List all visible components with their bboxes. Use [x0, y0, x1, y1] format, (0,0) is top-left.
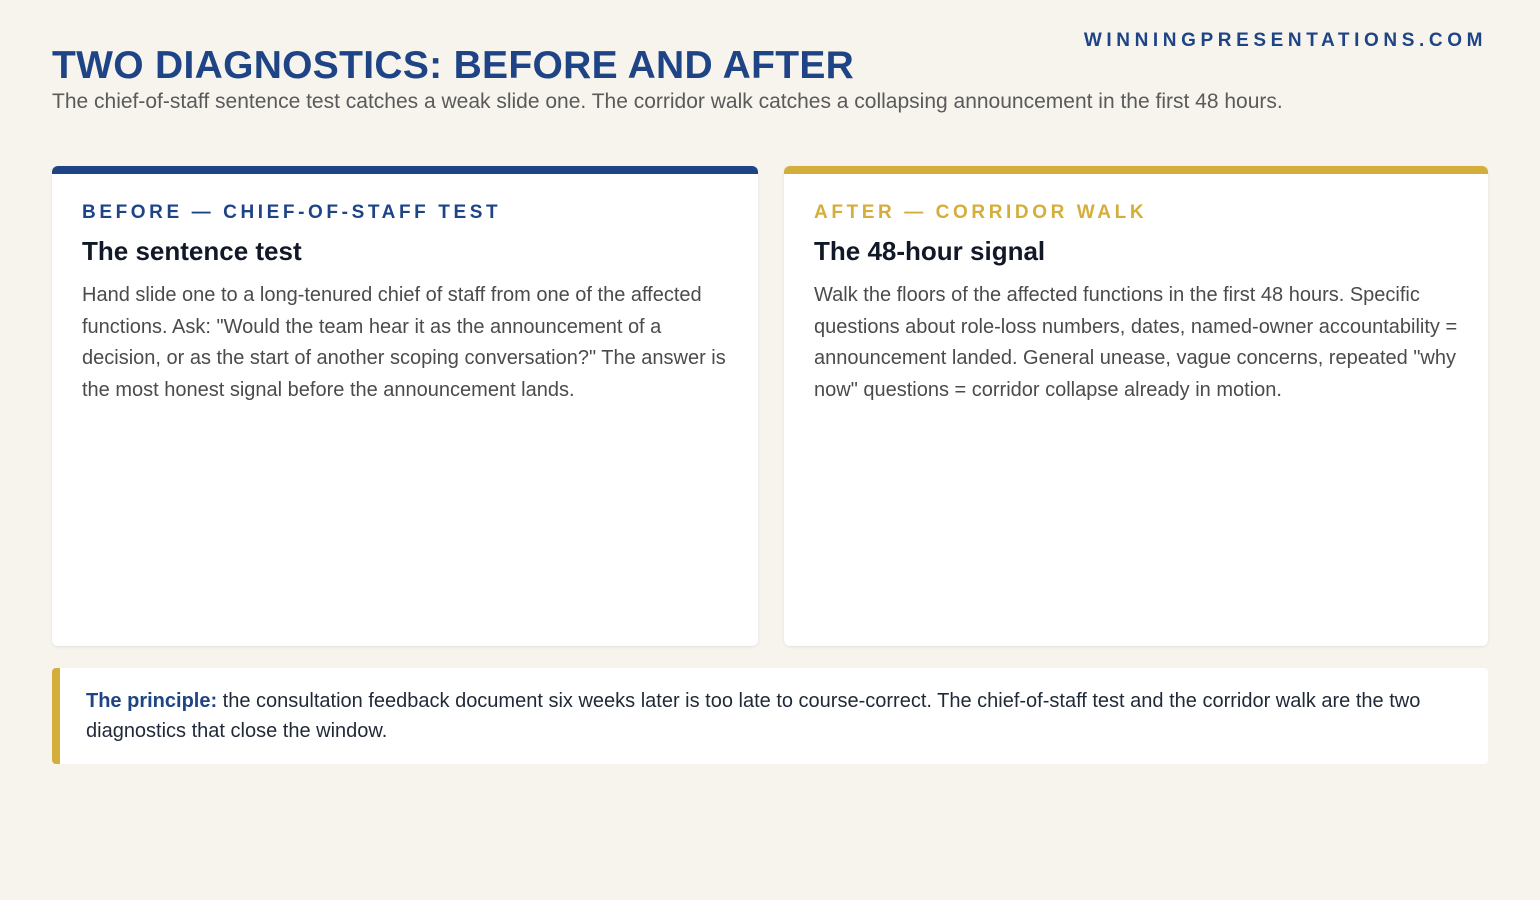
after-card-eyebrow: AFTER — CORRIDOR WALK — [814, 202, 1148, 223]
before-card-text: Hand slide one to a long-tenured chief of staff from one of the affected functions. Ask: "Would the team hear it as the announcement of a decision, or as the start of another scoping conversation?" The answer is the most honest signal before the announcement lands. — [82, 284, 726, 401]
principle-callout — [52, 668, 1488, 764]
before-card-eyebrow: BEFORE — CHIEF-OF-STAFF TEST — [82, 202, 502, 223]
before-card-title: The sentence test — [82, 236, 302, 266]
page-subtitle: The chief-of-staff sentence test catches a weak slide one. The corridor walk catches a collapsing announcement in the first 48 hours. — [52, 90, 1283, 113]
after-card — [784, 166, 1488, 646]
before-card — [52, 166, 758, 646]
principle-text: the consultation feedback document six weeks later is too late to course-correct. The chief-of-staff test and the corridor walk are the two diagnostics that close the window. — [86, 690, 1421, 742]
after-card-title: The 48-hour signal — [814, 236, 1046, 266]
brand-label: WINNINGPRESENTATIONS.COM — [1083, 30, 1487, 51]
principle-label: The principle: — [86, 690, 218, 712]
after-card-text: Walk the floors of the affected functions in the first 48 hours. Specific questions about role-loss numbers, dates, named-owner accountability = announcement landed. General unease, vague concerns, repeated "why now" questions = corridor collapse already in motion. — [814, 284, 1458, 401]
page-title: TWO DIAGNOSTICS: BEFORE AND AFTER — [52, 44, 855, 87]
